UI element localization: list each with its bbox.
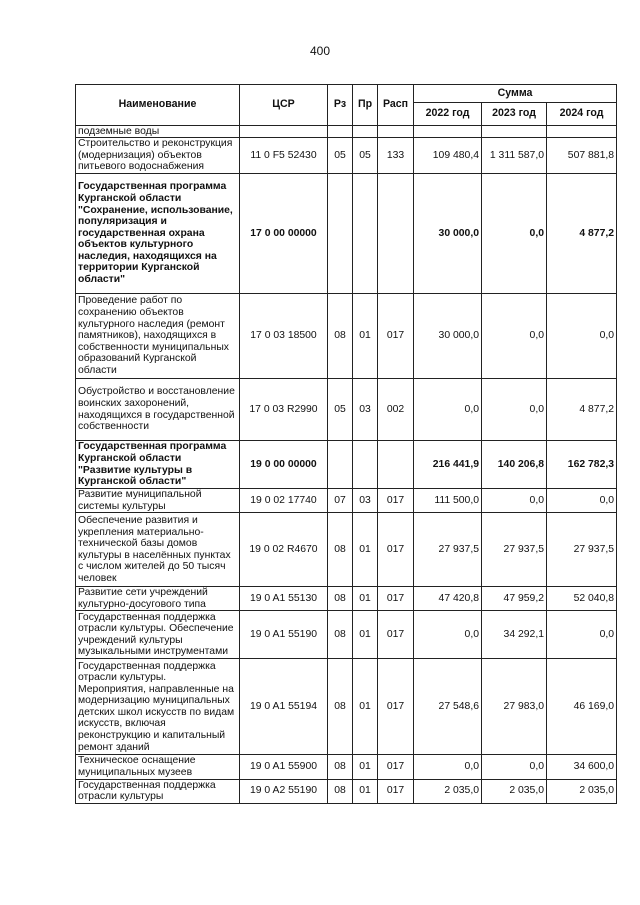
table-cell-csr: 19 0 A1 55194 <box>240 659 328 755</box>
table-row <box>76 779 617 803</box>
table-cell-rasp <box>378 174 414 294</box>
table-cell-pr <box>353 174 378 294</box>
table-cell-csr: 17 0 03 18500 <box>240 294 328 379</box>
table-cell-2024: 52 040,8 <box>547 587 617 611</box>
table-row <box>76 755 617 779</box>
table-cell-pr: 01 <box>353 659 378 755</box>
table-cell-name: Строительство и реконструкция (модернизация) объектов питьевого водоснабжения <box>76 138 240 174</box>
table-cell-2022: 0,0 <box>414 611 482 659</box>
table-cell-name: Техническое оснащение муниципальных музеев <box>76 755 240 779</box>
table-cell-2024: 0,0 <box>547 611 617 659</box>
table-cell-2022: 30 000,0 <box>414 174 482 294</box>
table-cell-pr: 03 <box>353 379 378 441</box>
header-rasp: Расп <box>378 85 414 126</box>
table-header <box>76 85 617 126</box>
header-rz: Рз <box>328 85 353 126</box>
table-cell-2022: 27 937,5 <box>414 513 482 587</box>
table-row <box>76 513 617 587</box>
table-cell-pr: 01 <box>353 755 378 779</box>
header-2022: 2022 год <box>414 103 482 126</box>
table-cell-2024: 2 035,0 <box>547 779 617 803</box>
table-cell-rz: 08 <box>328 755 353 779</box>
header-2024: 2024 год <box>547 103 617 126</box>
table-cell-rz: 08 <box>328 659 353 755</box>
table-cell-name: Развитие сети учреждений культурно-досугового типа <box>76 587 240 611</box>
table-cell-2022 <box>414 126 482 138</box>
table-cell-csr: 19 0 00 00000 <box>240 441 328 489</box>
header-2023: 2023 год <box>482 103 547 126</box>
table-cell-2024: 4 877,2 <box>547 174 617 294</box>
table-row <box>76 126 617 138</box>
table-row <box>76 174 617 294</box>
table-cell-2022: 0,0 <box>414 755 482 779</box>
table-cell-name: Государственная поддержка отрасли культуры. Мероприятия, направленные на модернизацию муниципальных детских школ искусств по видам искусств, включая реконструкцию и капитальный ремонт зданий <box>76 659 240 755</box>
page-number: 400 <box>309 44 331 58</box>
table-cell-csr: 19 0 A1 55900 <box>240 755 328 779</box>
header-pr: Пр <box>353 85 378 126</box>
table-cell-2023: 1 311 587,0 <box>482 138 547 174</box>
table-cell-pr: 01 <box>353 779 378 803</box>
table-cell-2024: 507 881,8 <box>547 138 617 174</box>
table-cell-csr: 19 0 A2 55190 <box>240 779 328 803</box>
table-cell-csr: 19 0 A1 55130 <box>240 587 328 611</box>
table-cell-csr: 19 0 02 17740 <box>240 489 328 513</box>
table-row <box>76 611 617 659</box>
table-cell-rz: 08 <box>328 294 353 379</box>
table-cell-rasp: 017 <box>378 659 414 755</box>
table-cell-pr: 01 <box>353 611 378 659</box>
table-cell-2023: 0,0 <box>482 174 547 294</box>
budget-table <box>75 84 617 804</box>
table-cell-name: Государственная поддержка отрасли культуры <box>76 779 240 803</box>
table-cell-name: подземные воды <box>76 126 240 138</box>
table-cell-2024: 0,0 <box>547 489 617 513</box>
table-cell-2022: 109 480,4 <box>414 138 482 174</box>
table-cell-csr: 17 0 03 R2990 <box>240 379 328 441</box>
table-cell-2023: 47 959,2 <box>482 587 547 611</box>
table-cell-csr: 11 0 F5 52430 <box>240 138 328 174</box>
table-row <box>76 441 617 489</box>
table-cell-rasp: 133 <box>378 138 414 174</box>
table-row <box>76 138 617 174</box>
table-cell-2022: 27 548,6 <box>414 659 482 755</box>
table-cell-2023 <box>482 126 547 138</box>
table-cell-2023: 0,0 <box>482 489 547 513</box>
table-cell-rasp <box>378 441 414 489</box>
table-cell-rasp <box>378 126 414 138</box>
table-cell-rasp: 017 <box>378 611 414 659</box>
table-cell-rz: 07 <box>328 489 353 513</box>
table-cell-2022: 216 441,9 <box>414 441 482 489</box>
table-cell-2023: 27 983,0 <box>482 659 547 755</box>
header-name: Наименование <box>76 85 240 126</box>
table-cell-2022: 111 500,0 <box>414 489 482 513</box>
table-cell-pr: 05 <box>353 138 378 174</box>
table-cell-2024: 27 937,5 <box>547 513 617 587</box>
table-cell-pr: 01 <box>353 294 378 379</box>
table-cell-name: Проведение работ по сохранению объектов культурного наследия (ремонт памятников), находящихся в собственности муниципальных образований Курганской области <box>76 294 240 379</box>
table-cell-2023: 0,0 <box>482 755 547 779</box>
table-cell-rasp: 017 <box>378 779 414 803</box>
table-cell-2022: 30 000,0 <box>414 294 482 379</box>
table-cell-rz: 05 <box>328 138 353 174</box>
table-cell-2022: 0,0 <box>414 379 482 441</box>
table-cell-pr <box>353 126 378 138</box>
table-cell-csr: 17 0 00 00000 <box>240 174 328 294</box>
table-cell-pr <box>353 441 378 489</box>
table-cell-rasp: 017 <box>378 513 414 587</box>
table-cell-rasp: 017 <box>378 489 414 513</box>
table-body <box>76 126 617 804</box>
table-cell-2024: 4 877,2 <box>547 379 617 441</box>
table-cell-2023: 27 937,5 <box>482 513 547 587</box>
table-cell-2024 <box>547 126 617 138</box>
header-sum: Сумма <box>414 85 617 103</box>
table-cell-2024: 34 600,0 <box>547 755 617 779</box>
table-cell-rasp: 002 <box>378 379 414 441</box>
table-cell-2022: 47 420,8 <box>414 587 482 611</box>
table-cell-2022: 2 035,0 <box>414 779 482 803</box>
table-cell-pr: 03 <box>353 489 378 513</box>
table-cell-2024: 46 169,0 <box>547 659 617 755</box>
table-cell-csr <box>240 126 328 138</box>
table-cell-rz <box>328 126 353 138</box>
table-cell-rz <box>328 441 353 489</box>
table-cell-rz: 08 <box>328 513 353 587</box>
table-row <box>76 489 617 513</box>
table-cell-pr: 01 <box>353 587 378 611</box>
table-cell-rz: 08 <box>328 611 353 659</box>
table-row <box>76 587 617 611</box>
table-cell-rz <box>328 174 353 294</box>
table-cell-name: Государственная программа Курганской области "Развитие культуры в Курганской области" <box>76 441 240 489</box>
table-cell-rasp: 017 <box>378 587 414 611</box>
table-cell-name: Государственная поддержка отрасли культуры. Обеспечение учреждений культуры музыкальными инструментами <box>76 611 240 659</box>
table-cell-csr: 19 0 A1 55190 <box>240 611 328 659</box>
table-cell-pr: 01 <box>353 513 378 587</box>
header-csr: ЦСР <box>240 85 328 126</box>
table-cell-2023: 2 035,0 <box>482 779 547 803</box>
table-cell-2023: 0,0 <box>482 379 547 441</box>
table-cell-2023: 34 292,1 <box>482 611 547 659</box>
table-cell-2024: 0,0 <box>547 294 617 379</box>
table-cell-name: Обеспечение развития и укрепления материально-технической базы домов культуры в населённых пунктах с числом жителей до 50 тысяч человек <box>76 513 240 587</box>
table-cell-name: Государственная программа Курганской области "Сохранение, использование, популяризация и государственная охрана объектов культурного наследия, находящихся на территории Курганской области" <box>76 174 240 294</box>
table-cell-name: Развитие муниципальной системы культуры <box>76 489 240 513</box>
table-cell-csr: 19 0 02 R4670 <box>240 513 328 587</box>
table-cell-rz: 05 <box>328 379 353 441</box>
table-row <box>76 379 617 441</box>
table-cell-2024: 162 782,3 <box>547 441 617 489</box>
table-cell-2023: 0,0 <box>482 294 547 379</box>
table-cell-rasp: 017 <box>378 755 414 779</box>
table-cell-rz: 08 <box>328 779 353 803</box>
table-cell-name: Обустройство и восстановление воинских захоронений, находящихся в государственной собственности <box>76 379 240 441</box>
table-cell-2023: 140 206,8 <box>482 441 547 489</box>
table-row <box>76 659 617 755</box>
table-cell-rasp: 017 <box>378 294 414 379</box>
table-cell-rz: 08 <box>328 587 353 611</box>
table-row <box>76 294 617 379</box>
